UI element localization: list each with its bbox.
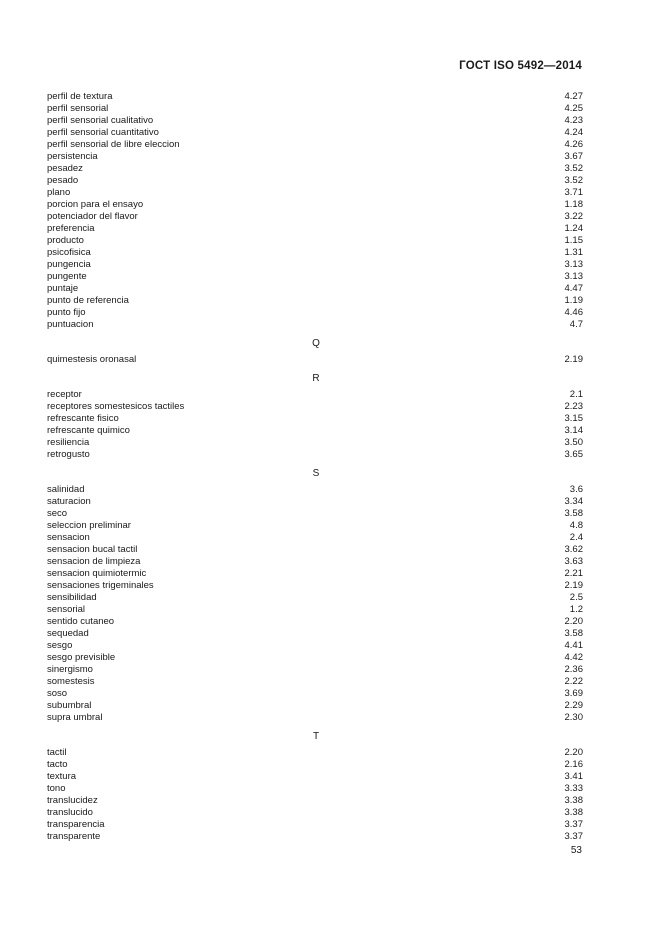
- index-reference-number: 3.33: [564, 783, 583, 794]
- index-reference-number: 2.36: [564, 664, 583, 675]
- index-term: sinergismo: [47, 664, 93, 675]
- index-entry: [47, 413, 583, 425]
- index-term: psicofisica: [47, 247, 91, 258]
- index-entry: [47, 449, 583, 461]
- index-reference-number: 2.21: [564, 568, 583, 579]
- index-reference-number: 3.22: [564, 211, 583, 222]
- index-term: translucidez: [47, 795, 98, 806]
- index-entry: [47, 139, 583, 151]
- index-entry: [47, 389, 583, 401]
- index-term: puntuacion: [47, 319, 94, 330]
- index-reference-number: 2.4: [569, 532, 583, 543]
- index-term: seco: [47, 508, 68, 519]
- index-reference-number: 3.71: [564, 187, 583, 198]
- index-term: punto fijo: [47, 307, 86, 318]
- index-reference-number: 2.20: [564, 747, 583, 758]
- index-term: resiliencia: [47, 437, 90, 448]
- index-reference-number: 3.50: [564, 437, 583, 448]
- index-entry: [47, 103, 583, 115]
- index-entry: [47, 676, 583, 688]
- index-reference-number: 3.13: [564, 259, 583, 270]
- index-entry: [47, 544, 583, 556]
- index-section-letter: Q: [312, 338, 320, 349]
- index-entry: [47, 307, 583, 319]
- index-entry: [47, 556, 583, 568]
- index-entry: [47, 319, 583, 331]
- index-term: soso: [47, 688, 68, 699]
- index-entry: [47, 628, 583, 640]
- index-reference-number: 2.5: [569, 592, 583, 603]
- index-entry: [47, 580, 583, 592]
- index-entry: [47, 592, 583, 604]
- index-reference-number: 3.13: [564, 271, 583, 282]
- index-term: persistencia: [47, 151, 98, 162]
- index-reference-number: 3.34: [564, 496, 583, 507]
- index-entry: [47, 211, 583, 223]
- page-number: 53: [570, 845, 582, 856]
- index-reference-number: 4.41: [564, 640, 583, 651]
- index-reference-number: 2.19: [564, 580, 583, 591]
- index-term: textura: [47, 771, 77, 782]
- index-entry: [47, 115, 583, 127]
- index-term: translucido: [47, 807, 93, 818]
- index-reference-number: 2.1: [569, 389, 583, 400]
- index-term: sensacion bucal tactil: [47, 544, 138, 555]
- index-reference-number: 1.24: [564, 223, 583, 234]
- index-reference-number: 3.41: [564, 771, 583, 782]
- index-section-letter: T: [312, 731, 320, 742]
- index-entry: [47, 235, 583, 247]
- index-entry: [47, 783, 583, 795]
- index-entry: [47, 354, 583, 366]
- index-entry: [47, 484, 583, 496]
- index-reference-number: 2.16: [564, 759, 583, 770]
- index-reference-number: 3.63: [564, 556, 583, 567]
- index-entry: [47, 604, 583, 616]
- index-entry: [47, 568, 583, 580]
- index-term: receptor: [47, 389, 82, 400]
- index-entry: [47, 247, 583, 259]
- index-reference-number: 2.22: [564, 676, 583, 687]
- index-reference-number: 2.19: [564, 354, 583, 365]
- index-reference-number: 3.15: [564, 413, 583, 424]
- index-term: producto: [47, 235, 84, 246]
- index-term: punto de referencia: [47, 295, 129, 306]
- index-reference-number: 4.26: [564, 139, 583, 150]
- index-term: perfil sensorial: [47, 103, 109, 114]
- index-term: sensacion: [47, 532, 90, 543]
- index-section-letter: R: [312, 373, 320, 384]
- index-entry: [47, 187, 583, 199]
- index-entry: [47, 747, 583, 759]
- index-reference-number: 1.15: [564, 235, 583, 246]
- index-entry: [47, 807, 583, 819]
- index-term: pungente: [47, 271, 87, 282]
- index-term: puntaje: [47, 283, 79, 294]
- index-term: sensacion de limpieza: [47, 556, 141, 567]
- index-entry: [47, 223, 583, 235]
- index-reference-number: 3.62: [564, 544, 583, 555]
- index-entry: [47, 688, 583, 700]
- index-term: supra umbral: [47, 712, 103, 723]
- index-reference-number: 2.23: [564, 401, 583, 412]
- index-entry: [47, 199, 583, 211]
- alphabetical-index: [47, 91, 583, 843]
- index-term: porcion para el ensayo: [47, 199, 144, 210]
- index-reference-number: 4.27: [564, 91, 583, 102]
- index-reference-number: 3.52: [564, 163, 583, 174]
- index-reference-number: 2.29: [564, 700, 583, 711]
- index-reference-number: 3.58: [564, 628, 583, 639]
- index-reference-number: 3.37: [564, 819, 583, 830]
- index-reference-number: 3.67: [564, 151, 583, 162]
- index-reference-number: 1.19: [564, 295, 583, 306]
- index-entry: [47, 91, 583, 103]
- index-reference-number: 1.18: [564, 199, 583, 210]
- index-reference-number: 1.31: [564, 247, 583, 258]
- index-term: sensorial: [47, 604, 86, 615]
- index-entry: [47, 831, 583, 843]
- index-entry: [47, 819, 583, 831]
- index-section-letter: S: [312, 468, 320, 479]
- index-reference-number: 3.52: [564, 175, 583, 186]
- index-term: quimestesis oronasal: [47, 354, 137, 365]
- index-entry: [47, 640, 583, 652]
- index-reference-number: 2.20: [564, 616, 583, 627]
- index-term: sequedad: [47, 628, 89, 639]
- index-reference-number: 3.38: [564, 807, 583, 818]
- index-entry: [47, 127, 583, 139]
- index-term: sensaciones trigeminales: [47, 580, 154, 591]
- index-entry: [47, 259, 583, 271]
- index-reference-number: 3.38: [564, 795, 583, 806]
- index-term: pesadez: [47, 163, 83, 174]
- index-reference-number: 2.30: [564, 712, 583, 723]
- index-term: sesgo: [47, 640, 73, 651]
- index-entry: [47, 759, 583, 771]
- index-term: sentido cutaneo: [47, 616, 115, 627]
- index-reference-number: 4.25: [564, 103, 583, 114]
- index-term: receptores somestesicos tactiles: [47, 401, 185, 412]
- index-term: perfil de textura: [47, 91, 113, 102]
- index-term: sensacion quimiotermic: [47, 568, 147, 579]
- index-term: refrescante fisico: [47, 413, 119, 424]
- index-entry: [47, 163, 583, 175]
- index-term: retrogusto: [47, 449, 90, 460]
- index-entry: [47, 532, 583, 544]
- index-term: sesgo previsible: [47, 652, 116, 663]
- index-entry: [47, 712, 583, 724]
- index-term: subumbral: [47, 700, 92, 711]
- index-reference-number: 3.6: [569, 484, 583, 495]
- index-entry: [47, 520, 583, 532]
- index-term: perfil sensorial de libre eleccion: [47, 139, 180, 150]
- index-term: transparente: [47, 831, 101, 842]
- index-reference-number: 1.2: [569, 604, 583, 615]
- index-entry: [47, 652, 583, 664]
- index-reference-number: 4.42: [564, 652, 583, 663]
- index-term: preferencia: [47, 223, 95, 234]
- index-reference-number: 3.65: [564, 449, 583, 460]
- index-term: pesado: [47, 175, 79, 186]
- index-term: refrescante quimico: [47, 425, 130, 436]
- index-entry: [47, 151, 583, 163]
- index-term: seleccion preliminar: [47, 520, 131, 531]
- index-term: pungencia: [47, 259, 91, 270]
- index-entry: [47, 425, 583, 437]
- index-term: somestesis: [47, 676, 95, 687]
- index-reference-number: 3.14: [564, 425, 583, 436]
- index-term: transparencia: [47, 819, 105, 830]
- index-entry: [47, 283, 583, 295]
- index-term: perfil sensorial cualitativo: [47, 115, 154, 126]
- index-entry: [47, 664, 583, 676]
- index-reference-number: 4.8: [569, 520, 583, 531]
- index-reference-number: 4.24: [564, 127, 583, 138]
- index-reference-number: 3.37: [564, 831, 583, 842]
- index-reference-number: 4.23: [564, 115, 583, 126]
- index-term: plano: [47, 187, 71, 198]
- index-term: saturacion: [47, 496, 91, 507]
- index-reference-number: 3.58: [564, 508, 583, 519]
- index-entry: [47, 508, 583, 520]
- index-term: tono: [47, 783, 66, 794]
- index-entry: [47, 771, 583, 783]
- index-term: tactil: [47, 747, 67, 758]
- index-entry: [47, 295, 583, 307]
- index-term: perfil sensorial cuantitativo: [47, 127, 159, 138]
- index-entry: [47, 271, 583, 283]
- index-term: salinidad: [47, 484, 85, 495]
- index-term: sensibilidad: [47, 592, 97, 603]
- index-entry: [47, 795, 583, 807]
- index-term: tacto: [47, 759, 68, 770]
- document-header: ГОСТ ISO 5492—2014: [459, 60, 582, 72]
- index-entry: [47, 175, 583, 187]
- index-reference-number: 3.69: [564, 688, 583, 699]
- index-reference-number: 4.46: [564, 307, 583, 318]
- index-entry: [47, 437, 583, 449]
- index-entry: [47, 496, 583, 508]
- index-reference-number: 4.7: [569, 319, 583, 330]
- index-entry: [47, 700, 583, 712]
- index-entry: [47, 616, 583, 628]
- index-term: potenciador del flavor: [47, 211, 138, 222]
- index-reference-number: 4.47: [564, 283, 583, 294]
- index-entry: [47, 401, 583, 413]
